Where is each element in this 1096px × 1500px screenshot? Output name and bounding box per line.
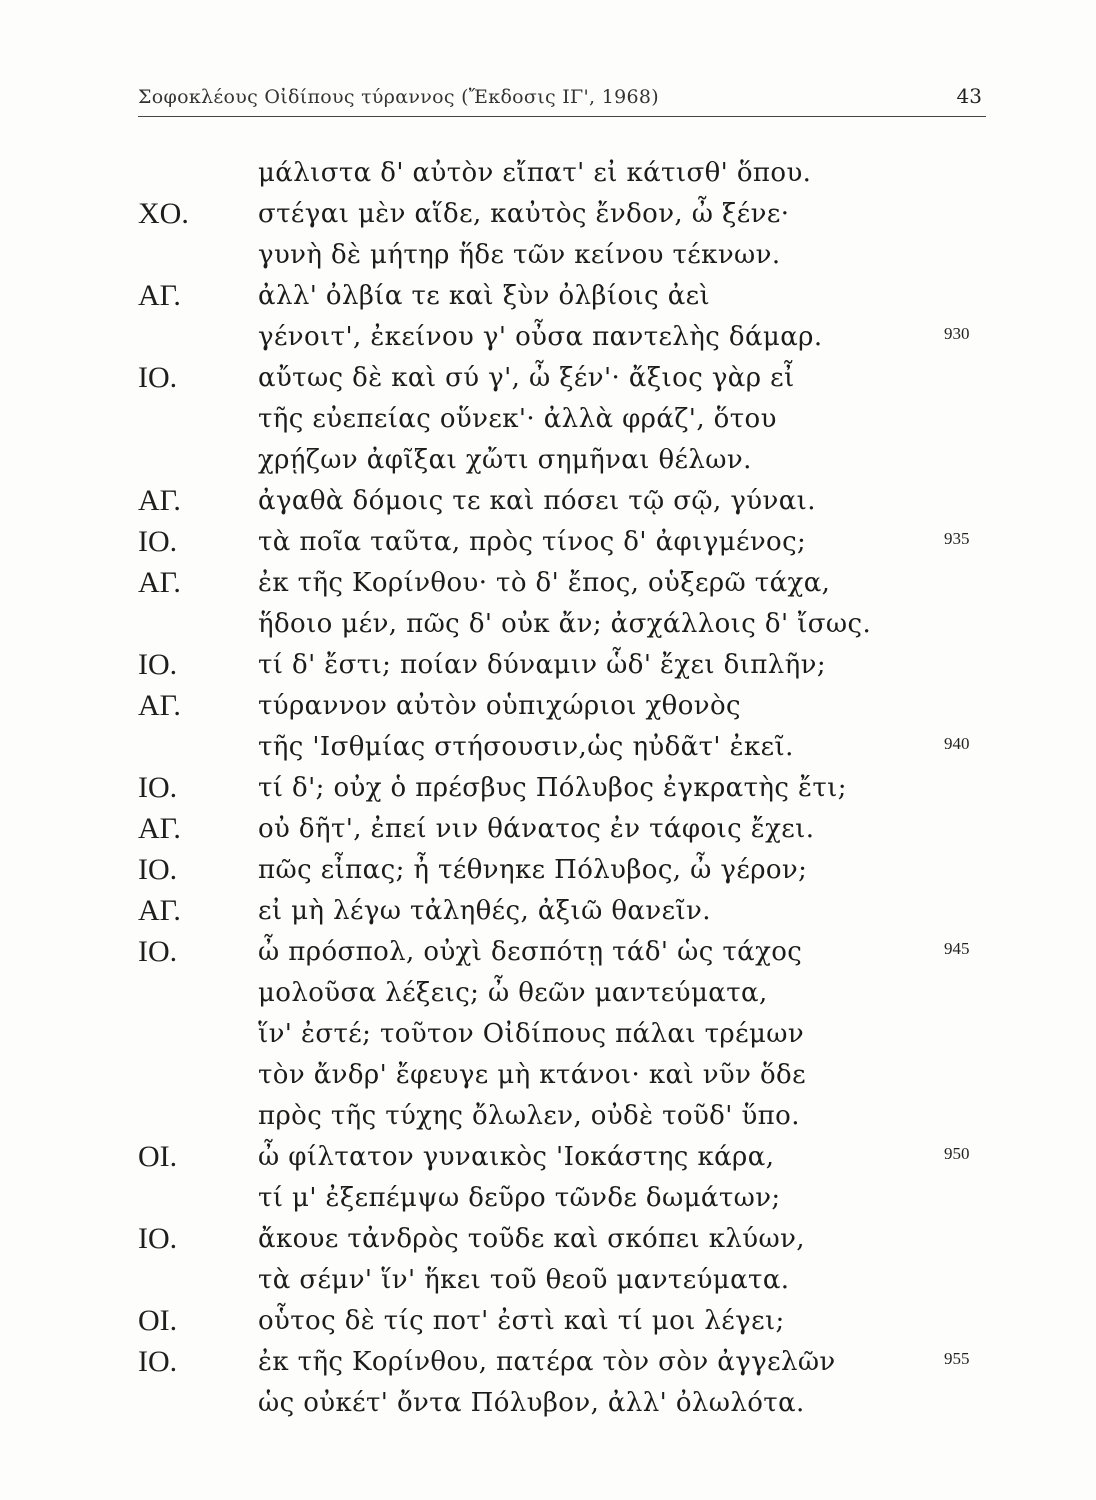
verse-text: τὰ ποῖα ταῦτα, πρὸς τίνος δ' ἀφιγμένος; bbox=[258, 527, 807, 557]
line-number: 940 bbox=[944, 734, 970, 753]
verse-line bbox=[0, 358, 1096, 398]
verse-text: αὔτως δὲ καὶ σύ γ', ὦ ξέν'· ἄξιος γὰρ εἶ bbox=[258, 363, 795, 393]
verse-text: μάλιστα δ' αὐτὸν εἴπατ' εἰ κάτισθ' ὅπου. bbox=[258, 158, 812, 188]
verse-line bbox=[0, 1342, 1096, 1382]
verse-line bbox=[0, 399, 1096, 439]
speaker-label: ΟΙ. bbox=[138, 1140, 178, 1173]
verse-text: πῶς εἶπας; ἦ τέθνηκε Πόλυβος, ὦ γέρον; bbox=[258, 855, 808, 885]
line-number: 930 bbox=[944, 324, 970, 343]
verse-line bbox=[0, 1096, 1096, 1136]
speaker-label: ΑΓ. bbox=[138, 566, 181, 599]
speaker-label: ΙΟ. bbox=[138, 525, 178, 558]
verse-text: εἰ μὴ λέγω τἀληθές, ἀξιῶ θανεῖν. bbox=[258, 896, 711, 926]
verse-text: τί δ'; οὐχ ὁ πρέσβυς Πόλυβος ἐγκρατὴς ἔτι; bbox=[258, 773, 847, 803]
verse-text: ἀγαθὰ δόμοις τε καὶ πόσει τῷ σῷ, γύναι. bbox=[258, 486, 816, 516]
verse-line bbox=[0, 481, 1096, 521]
verse-text: τῆς 'Ισθμίας στήσουσιν,ὡς ηὐδᾶτ' ἐκεῖ. bbox=[258, 732, 794, 762]
speaker-label: ΧΟ. bbox=[138, 197, 189, 230]
verse-text: τύραννον αὐτὸν οὑπιχώριοι χθονὸς bbox=[258, 691, 742, 721]
speaker-label: ΑΓ. bbox=[138, 894, 181, 927]
verse-line bbox=[0, 768, 1096, 808]
speaker-label: ΟΙ. bbox=[138, 1304, 178, 1337]
speaker-label: ΙΟ. bbox=[138, 771, 178, 804]
verse-text: ἀλλ' ὀλβία τε καὶ ξὺν ὀλβίοις ἀεὶ bbox=[258, 281, 711, 311]
speaker-label: ΙΟ. bbox=[138, 853, 178, 886]
verse-line bbox=[0, 645, 1096, 685]
verse-line bbox=[0, 276, 1096, 316]
verse-line bbox=[0, 1219, 1096, 1259]
line-number: 950 bbox=[944, 1144, 970, 1163]
verse-text: τὸν ἄνδρ' ἔφευγε μὴ κτάνοι· καὶ νῦν ὅδε bbox=[258, 1060, 806, 1090]
verse-line bbox=[0, 932, 1096, 972]
verse-line bbox=[0, 1178, 1096, 1218]
verse-text: οὗτος δὲ τίς ποτ' ἐστὶ καὶ τί μοι λέγει; bbox=[258, 1306, 785, 1336]
verse-text: ἥδοιο μέν, πῶς δ' οὐκ ἄν; ἀσχάλλοις δ' ἴσως. bbox=[258, 609, 872, 639]
verse-text: ἄκουε τἀνδρὸς τοῦδε καὶ σκόπει κλύων, bbox=[258, 1224, 805, 1254]
speaker-label: ΑΓ. bbox=[138, 689, 181, 722]
verse-line bbox=[0, 1383, 1096, 1423]
verse-text: ὦ φίλτατον γυναικὸς 'Ιοκάστης κάρα, bbox=[258, 1142, 775, 1172]
verse-line bbox=[0, 1260, 1096, 1300]
verse-line bbox=[0, 153, 1096, 193]
verse-text: γένοιτ', ἐκείνου γ' οὖσα παντελὴς δάμαρ. bbox=[258, 322, 823, 352]
verse-line bbox=[0, 235, 1096, 275]
line-number: 955 bbox=[944, 1349, 970, 1368]
speaker-label: ΙΟ. bbox=[138, 361, 178, 394]
verse-text: τί δ' ἔστι; ποίαν δύναμιν ὧδ' ἔχει διπλῆν; bbox=[258, 650, 827, 680]
page-number: 43 bbox=[956, 84, 982, 108]
verse-text: ὦ πρόσπολ, οὐχὶ δεσπότῃ τάδ' ὡς τάχος bbox=[258, 937, 803, 967]
speaker-label: ΙΟ. bbox=[138, 648, 178, 681]
verse-line bbox=[0, 604, 1096, 644]
verse-line bbox=[0, 1014, 1096, 1054]
verse-line bbox=[0, 1301, 1096, 1341]
verse-text: τί μ' ἐξεπέμψω δεῦρο τῶνδε δωμάτων; bbox=[258, 1183, 781, 1213]
verse-text: οὐ δῆτ', ἐπεί νιν θάνατος ἐν τάφοις ἔχει. bbox=[258, 814, 815, 844]
speaker-label: ΙΟ. bbox=[138, 935, 178, 968]
verse-line bbox=[0, 727, 1096, 767]
verse-text: τῆς εὐεπείας οὕνεκ'· ἀλλὰ φράζ', ὅτου bbox=[258, 404, 777, 434]
verse-text: ἐκ τῆς Κορίνθου· τὸ δ' ἔπος, οὑξερῶ τάχα, bbox=[258, 568, 831, 598]
verse-text: μολοῦσα λέξεις; ὦ θεῶν μαντεύματα, bbox=[258, 978, 768, 1008]
verse-text: ἐκ τῆς Κορίνθου, πατέρα τὸν σὸν ἀγγελῶν bbox=[258, 1347, 836, 1377]
verse-text: τὰ σέμν' ἵν' ἥκει τοῦ θεοῦ μαντεύματα. bbox=[258, 1265, 790, 1295]
verse-line bbox=[0, 563, 1096, 603]
speaker-label: ΑΓ. bbox=[138, 279, 181, 312]
verse-line bbox=[0, 850, 1096, 890]
verse-text: πρὸς τῆς τύχης ὄλωλεν, οὐδὲ τοῦδ' ὕπο. bbox=[258, 1101, 800, 1131]
verse-text: γυνὴ δὲ μήτηρ ἥδε τῶν κείνου τέκνων. bbox=[258, 240, 781, 270]
verse-line bbox=[0, 891, 1096, 931]
verse-text: ἵν' ἐστέ; τοῦτον Οἰδίπους πάλαι τρέμων bbox=[258, 1019, 805, 1049]
verse-line bbox=[0, 1055, 1096, 1095]
verse-line bbox=[0, 973, 1096, 1013]
running-head-title: Σοφοκλέους Οἰδίπους τύραννος (Ἔκδοσις ΙΓ', 1968) bbox=[138, 86, 659, 108]
speaker-label: ΙΟ. bbox=[138, 1345, 178, 1378]
speaker-label: ΑΓ. bbox=[138, 484, 181, 517]
speaker-label: ΑΓ. bbox=[138, 812, 181, 845]
verse-line bbox=[0, 317, 1096, 357]
verse-text: ὡς οὐκέτ' ὄντα Πόλυβον, ἀλλ' ὀλωλότα. bbox=[258, 1388, 805, 1418]
verse-line bbox=[0, 1137, 1096, 1177]
line-number: 945 bbox=[944, 939, 970, 958]
speaker-label: ΙΟ. bbox=[138, 1222, 178, 1255]
verse-line bbox=[0, 809, 1096, 849]
verse-line bbox=[0, 522, 1096, 562]
verse-line bbox=[0, 440, 1096, 480]
verse-text: στέγαι μὲν αἵδε, καὐτὸς ἔνδον, ὦ ξένε· bbox=[258, 199, 790, 229]
verse-line bbox=[0, 194, 1096, 234]
verse-text: χρῄζων ἀφῖξαι χὤτι σημῆναι θέλων. bbox=[258, 445, 752, 475]
verse-line bbox=[0, 686, 1096, 726]
line-number: 935 bbox=[944, 529, 970, 548]
